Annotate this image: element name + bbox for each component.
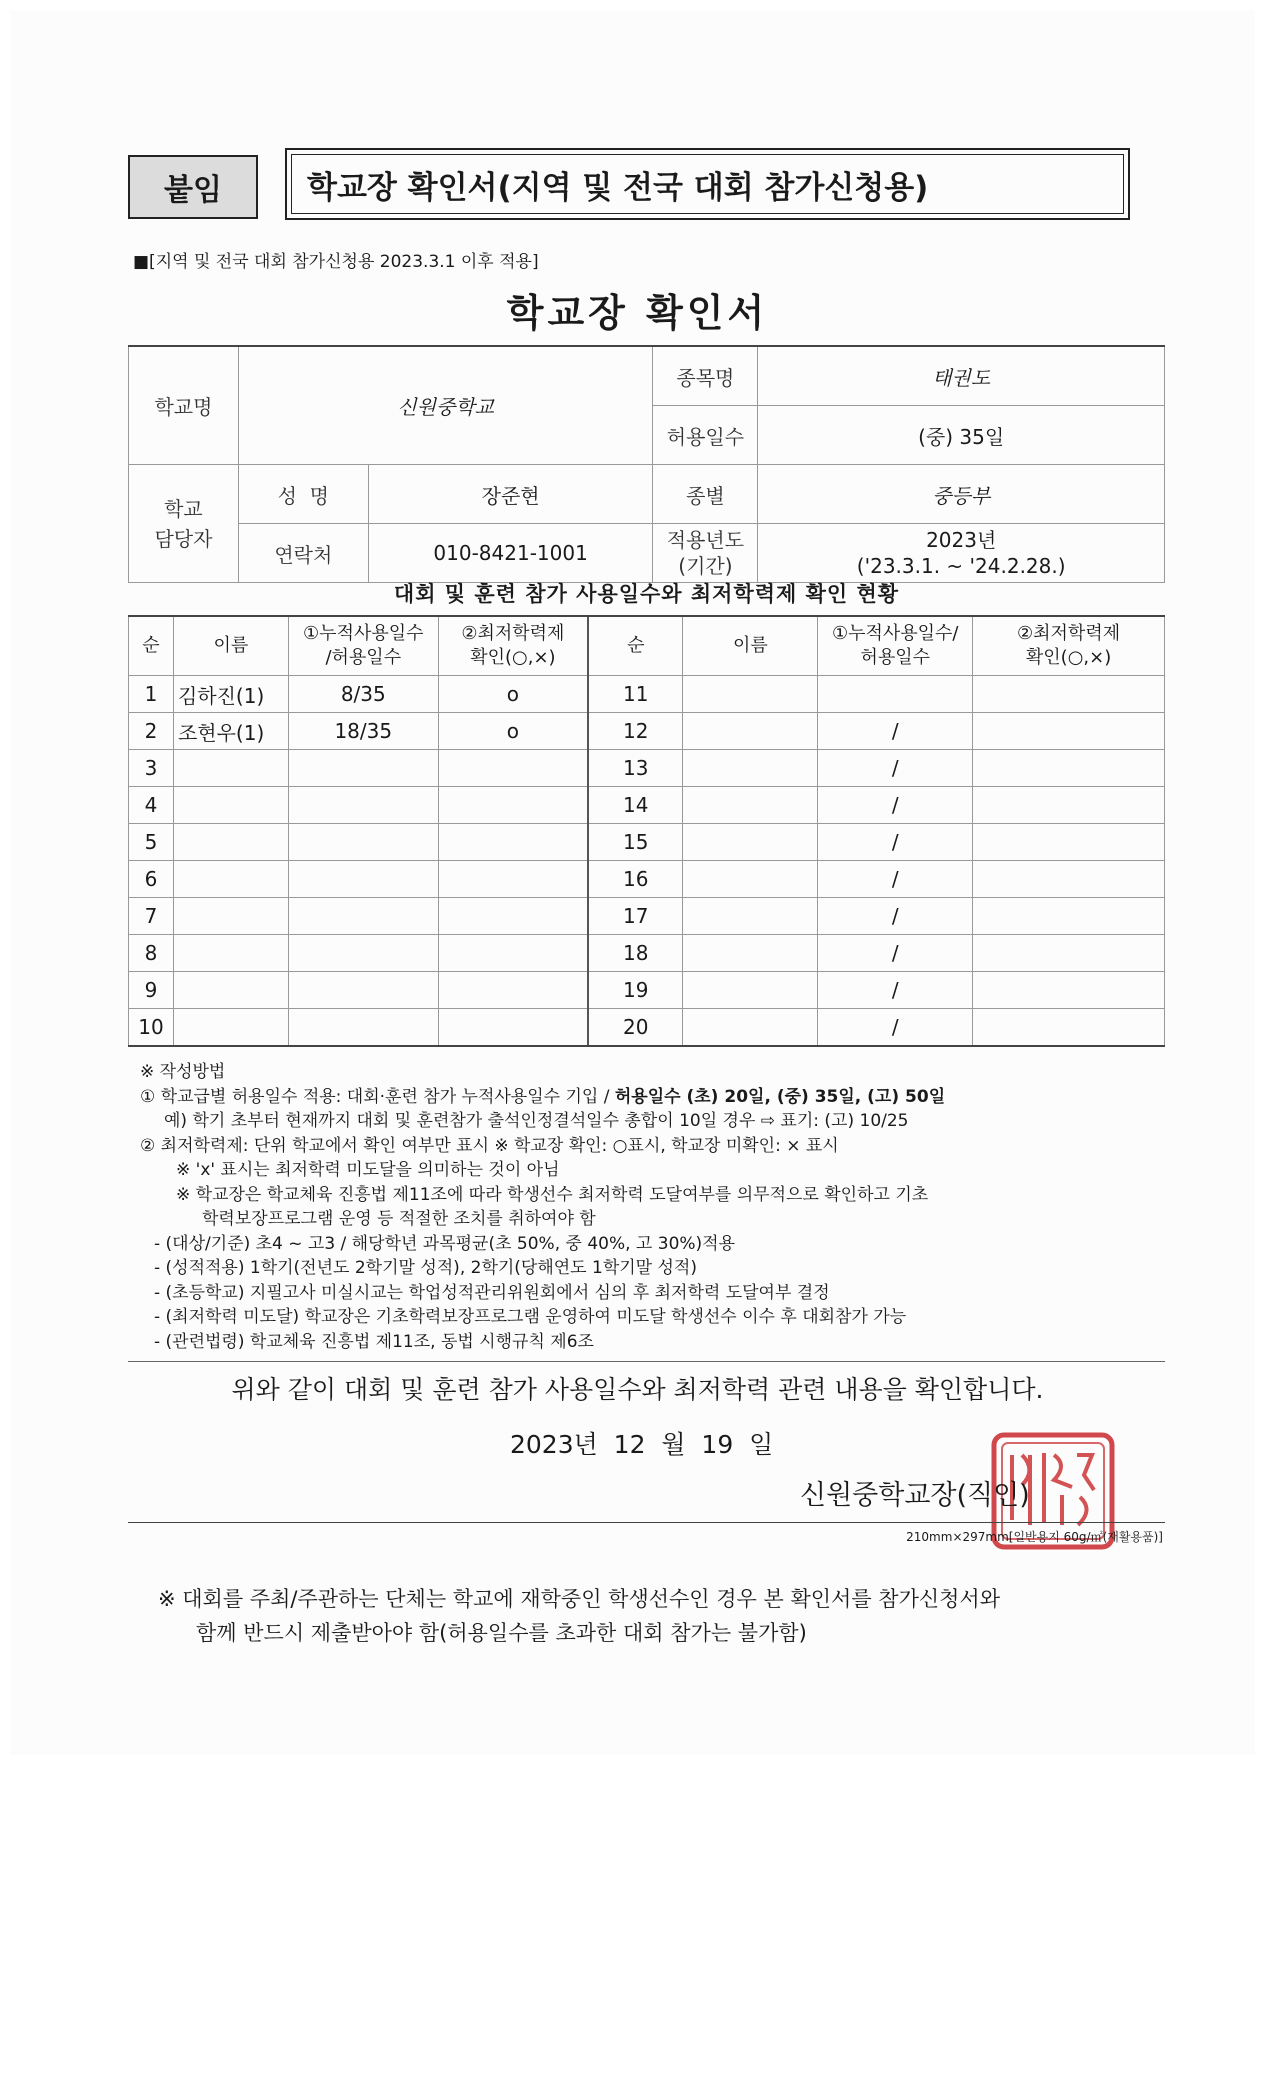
principal-signature: 신원중학교장(직인) <box>800 1480 1030 1511</box>
document-title: 학교장 확인서 <box>506 291 769 335</box>
academic-check <box>438 861 588 898</box>
row-number: 12 <box>588 713 683 750</box>
contact-label: 연락처 <box>238 524 368 583</box>
days-used: 8/35 <box>288 676 438 713</box>
table-row <box>129 898 1165 935</box>
year-value: 2023년 <box>926 528 997 552</box>
athlete-name <box>173 861 288 898</box>
academic-check <box>438 787 588 824</box>
sport-label: 종목명 <box>653 346 758 406</box>
row-number: 10 <box>129 1009 174 1047</box>
athlete-name <box>173 824 288 861</box>
academic-check <box>973 676 1165 713</box>
col-no: 순 <box>129 616 174 676</box>
contact-value: 010-8421-1001 <box>368 524 653 583</box>
submission-footnote <box>158 1582 1000 1650</box>
school-value: 신원중학교 <box>238 346 653 465</box>
table-row <box>129 750 1165 787</box>
row-number: 8 <box>129 935 174 972</box>
table-row <box>129 1009 1165 1047</box>
year-label: 적용년도 (기간) <box>653 524 758 583</box>
table-row <box>129 861 1165 898</box>
row-number: 5 <box>129 824 174 861</box>
athlete-name <box>683 972 818 1009</box>
academic-check <box>973 861 1165 898</box>
athlete-name <box>683 676 818 713</box>
athlete-name <box>173 1009 288 1047</box>
days-used: / <box>818 1009 973 1047</box>
athlete-name <box>683 898 818 935</box>
paper-spec: 210mm×297mm[일반용지 60g/㎡(재활용품)] <box>906 1530 1163 1544</box>
days-used <box>288 861 438 898</box>
instruction-line: - (초등학교) 지필고사 미실시교는 학업성적관리위원회에서 심의 후 최저학력 도달여부 결정 <box>154 1282 830 1303</box>
row-number: 18 <box>588 935 683 972</box>
row-number: 9 <box>129 972 174 1009</box>
athlete-name <box>173 898 288 935</box>
category-label: 종별 <box>653 465 758 524</box>
instruction-line: - (최저학력 미도달) 학교장은 기초학력보장프로그램 운영하여 미도달 학생선수 이수 후 대회참가 가능 <box>154 1307 907 1327</box>
instructions-heading: ※ 작성방법 <box>140 1062 226 1082</box>
school-label: 학교명 <box>129 346 239 465</box>
row-number: 17 <box>588 898 683 935</box>
athlete-name <box>683 713 818 750</box>
attachment-tag: 붙임 <box>128 155 258 219</box>
academic-check <box>973 787 1165 824</box>
days-used: / <box>818 861 973 898</box>
table-row <box>129 935 1165 972</box>
days-used <box>288 750 438 787</box>
athlete-table <box>128 615 1165 1047</box>
athlete-name <box>683 935 818 972</box>
row-number: 15 <box>588 824 683 861</box>
col-name-2: 이름 <box>683 616 818 676</box>
instruction-line: ② 최저학력제: 단위 학교에서 확인 여부만 표시 ※ 학교장 확인: ○표시, 학교장 미확인: × 표시 <box>140 1135 839 1156</box>
instruction-bold-text: 허용일수 (초) 20일, (중) 35일, (고) 50일 <box>614 1086 946 1107</box>
instruction-line: - (대상/기준) 초4 ~ 고3 / 해당학년 과목평균(초 50%, 중 40%, 고 30%)적용 <box>154 1233 736 1254</box>
row-number: 19 <box>588 972 683 1009</box>
row-number: 7 <box>129 898 174 935</box>
athlete-name: 조현우(1) <box>173 713 288 750</box>
col-no-2: 순 <box>588 616 683 676</box>
days-used: / <box>818 935 973 972</box>
footnote-line: ※ 대회를 주최/주관하는 단체는 학교에 재학중인 학생선수인 경우 본 확인서를 참가신청서와 <box>158 1587 1001 1611</box>
academic-check: o <box>438 676 588 713</box>
academic-check: o <box>438 713 588 750</box>
academic-check <box>438 972 588 1009</box>
category-value: 중등부 <box>758 465 1165 524</box>
footnote-line: 함께 반드시 제출받아야 함(허용일수를 초과한 대회 참가는 불가함) <box>196 1621 807 1645</box>
academic-check <box>973 898 1165 935</box>
days-used: / <box>818 824 973 861</box>
manager-name: 장준현 <box>368 465 653 524</box>
days-used <box>288 898 438 935</box>
instruction-line <box>140 1085 1180 1110</box>
academic-check <box>973 824 1165 861</box>
instruction-line: ※ 학교장은 학교체육 진흥법 제11조에 따라 학생선수 최저학력 도달여부를 의무적으로 확인하고 기초 <box>176 1184 929 1205</box>
row-number: 20 <box>588 1009 683 1047</box>
days-used <box>288 935 438 972</box>
athlete-name <box>683 750 818 787</box>
table-row <box>129 972 1165 1009</box>
school-info-table <box>128 345 1165 583</box>
instruction-line: 예) 학기 초부터 현재까지 대회 및 훈련참가 출석인정결석일수 총합이 10일 경우 ⇨ 표기: (고) 10/25 <box>164 1111 909 1131</box>
row-number: 16 <box>588 861 683 898</box>
academic-check <box>973 750 1165 787</box>
athlete-name <box>683 787 818 824</box>
col-academic: ②최저학력제 확인(○,×) <box>438 616 588 676</box>
athlete-name <box>683 1009 818 1047</box>
allowed-days-value: (중) 35일 <box>758 406 1165 465</box>
row-number: 2 <box>129 713 174 750</box>
days-used: 18/35 <box>288 713 438 750</box>
table-row <box>129 676 1165 713</box>
period-value: ('23.3.1. ~ '24.2.28.) <box>856 554 1066 578</box>
athlete-name <box>173 787 288 824</box>
academic-check <box>973 972 1165 1009</box>
col-name: 이름 <box>173 616 288 676</box>
name-label: 성 명 <box>238 465 368 524</box>
days-used: / <box>818 898 973 935</box>
days-used: / <box>818 972 973 1009</box>
manager-label: 학교 담당자 <box>129 465 239 583</box>
col-days: ①누적사용일수 /허용일수 <box>288 616 438 676</box>
footer-rule <box>128 1522 1165 1523</box>
row-number: 3 <box>129 750 174 787</box>
academic-check <box>438 898 588 935</box>
table-row <box>129 713 1165 750</box>
row-number: 4 <box>129 787 174 824</box>
applicability-note: ■[지역 및 전국 대회 참가신청용 2023.3.1 이후 적용] <box>133 252 539 272</box>
academic-check <box>973 1009 1165 1047</box>
table-row <box>129 787 1165 824</box>
athlete-name: 김하진(1) <box>173 676 288 713</box>
row-number: 11 <box>588 676 683 713</box>
days-used <box>818 676 973 713</box>
col-academic-2: ②최저학력제 확인(○,×) <box>973 616 1165 676</box>
days-used <box>288 1009 438 1047</box>
sport-value: 태권도 <box>758 346 1165 406</box>
athlete-name <box>173 750 288 787</box>
academic-check <box>438 750 588 787</box>
divider <box>128 1361 1165 1362</box>
row-number: 1 <box>129 676 174 713</box>
allowed-days-label: 허용일수 <box>653 406 758 465</box>
days-used: / <box>818 787 973 824</box>
athlete-name <box>683 824 818 861</box>
year-cell <box>758 524 1165 583</box>
row-number: 14 <box>588 787 683 824</box>
academic-check <box>438 1009 588 1047</box>
days-used <box>288 972 438 1009</box>
row-number: 6 <box>129 861 174 898</box>
header-title: 학교장 확인서(지역 및 전국 대회 참가신청용) <box>285 148 1130 220</box>
academic-check <box>438 935 588 972</box>
table-row <box>129 824 1165 861</box>
athlete-name <box>173 972 288 1009</box>
instruction-line: ※ 'x' 표시는 최저학력 미도달을 의미하는 것이 아님 <box>176 1160 560 1180</box>
days-used: / <box>818 750 973 787</box>
days-used <box>288 824 438 861</box>
athlete-name <box>173 935 288 972</box>
instructions <box>140 1060 1180 1354</box>
instruction-line: - (성적적용) 1학기(전년도 2학기말 성적), 2학기(당해연도 1학기말 성적) <box>154 1258 697 1278</box>
instruction-line: 학력보장프로그램 운영 등 적절한 조치를 취하여야 함 <box>202 1209 596 1229</box>
table-subtitle: 대회 및 훈련 참가 사용일수와 최저학력제 확인 현황 <box>393 582 900 606</box>
instruction-text: ① 학교급별 허용일수 적용: 대회·훈련 참가 누적사용일수 기입 / <box>140 1086 615 1107</box>
instruction-line: - (관련법령) 학교체육 진흥법 제11조, 동법 시행규칙 제6조 <box>154 1331 594 1352</box>
academic-check <box>973 713 1165 750</box>
days-used <box>288 787 438 824</box>
days-used: / <box>818 713 973 750</box>
row-number: 13 <box>588 750 683 787</box>
issue-date: 2023년 12 월 19 일 <box>510 1430 774 1459</box>
confirmation-statement: 위와 같이 대회 및 훈련 참가 사용일수와 최저학력 관련 내용을 확인합니다. <box>231 1375 1044 1404</box>
col-days-2: ①누적사용일수/ 허용일수 <box>818 616 973 676</box>
academic-check <box>973 935 1165 972</box>
academic-check <box>438 824 588 861</box>
athlete-name <box>683 861 818 898</box>
